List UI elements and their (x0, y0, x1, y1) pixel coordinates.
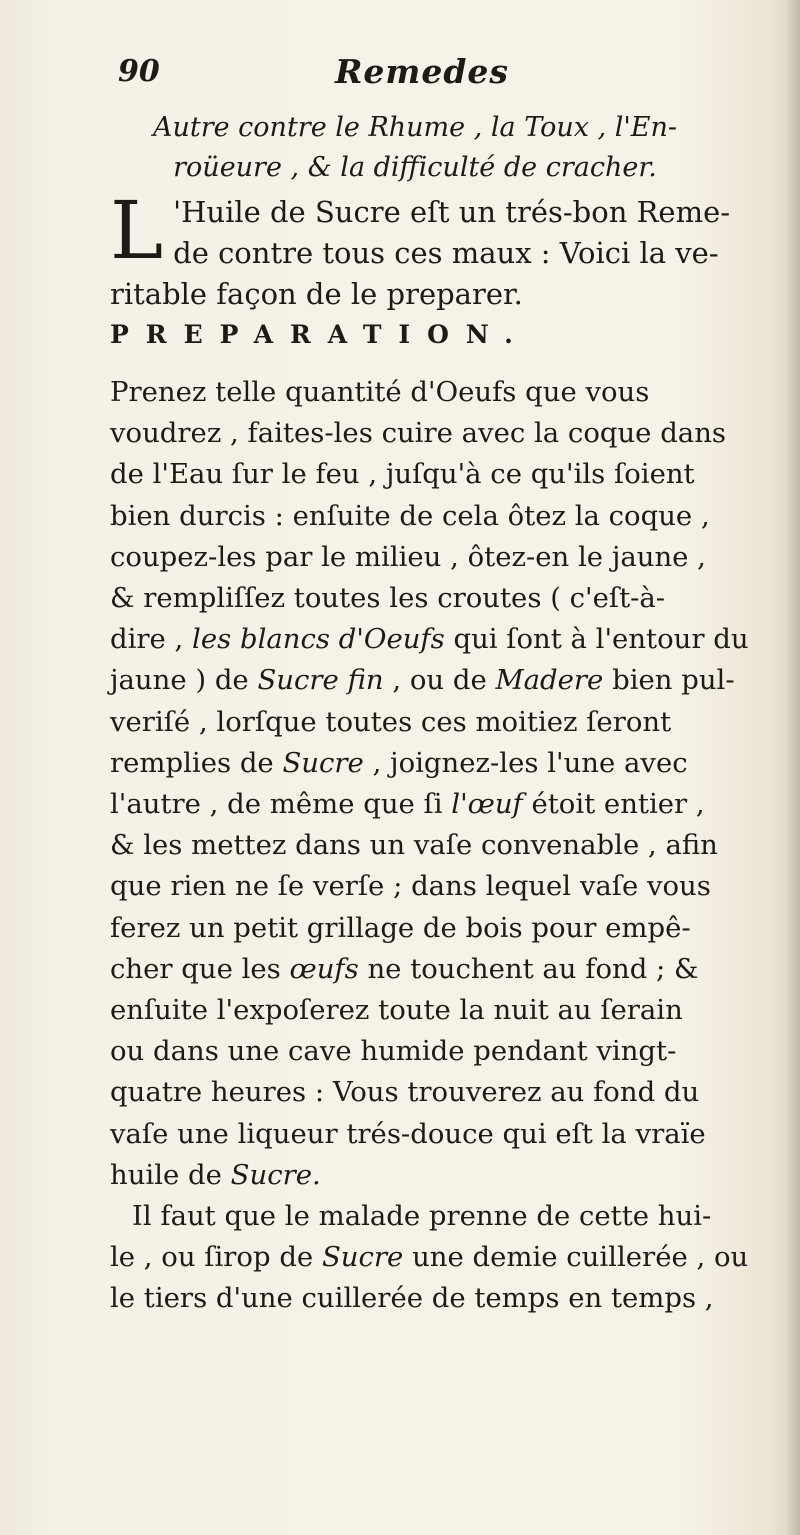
text-line: vaſe une liqueur trés-douce qui eſt la vraïe (110, 1117, 706, 1150)
italic-term: les blancs d'Oeufs (192, 623, 445, 656)
text-line: quatre heures : Vous trouverez au fond du (110, 1076, 700, 1109)
text-run: une demie cuillerée , ou (403, 1241, 749, 1274)
italic-term: Sucre (282, 746, 364, 779)
section-title-line: Autre contre le Rhume , la Toux , l'En- (152, 112, 678, 143)
text-line: voudrez , faites-les cuire avec la coque dans (110, 417, 727, 450)
page-header (110, 48, 710, 98)
text-line: que rien ne ſe verſe ; dans lequel vaſe vous (110, 870, 711, 903)
intro-paragraph (110, 184, 770, 315)
text-line: veriſé , lorſque toutes ces moitiez ſeront (110, 705, 672, 738)
text-run: cher que les (110, 952, 290, 985)
text-line: de l'Eau ſur le feu , juſqu'à ce qu'ils ſoient (110, 458, 695, 491)
text-run: dire , (110, 623, 193, 656)
text-line: coupez-les par le milieu , ôtez-en le jaune , (110, 540, 706, 573)
page-edge-shadow (786, 0, 800, 1535)
text-run: jaune ) de (110, 664, 258, 697)
italic-term: Sucre (321, 1241, 404, 1274)
text-line: enſuite l'expoſerez toute la nuit au ſerain (110, 994, 683, 1027)
section-title-line: roüeure , & la difficulté de cracher. (173, 152, 657, 183)
italic-term: Sucre. (230, 1158, 321, 1191)
text-line: ou dans une cave humide pendant vingt- (110, 1035, 677, 1068)
recipe-body (110, 372, 770, 1320)
text-line: bien durcis : enſuite de cela ôtez la coque , (110, 499, 710, 532)
italic-term: œufs (289, 952, 359, 985)
text-line: & les mettez dans un vaſe convenable , afin (110, 829, 718, 862)
text-run: qui ſont à l'entour du (444, 623, 749, 656)
text-run: , ou de (383, 664, 496, 697)
text-line: Prenez telle quantité d'Oeufs que vous (110, 376, 650, 408)
italic-term: Madere (495, 664, 604, 697)
text-run: remplies de (110, 746, 283, 779)
text-run: étoit entier , (522, 788, 705, 821)
text-line: le tiers d'une cuillerée de temps en temps , (110, 1282, 714, 1315)
text-line (110, 660, 770, 701)
text-run: ne touchent au fond ; & (358, 952, 699, 985)
text-run: l'autre , de même que ſi (110, 788, 452, 821)
text-run: bien pul- (603, 664, 735, 697)
text-line: Il faut que le malade prenne de cette hui- (132, 1200, 712, 1233)
text-line (110, 743, 770, 784)
text-run: , joignez-les l'une avec (363, 746, 688, 779)
italic-term: Sucre fin (257, 664, 384, 697)
text-line: 'Huile de Sucre eſt un trés-bon Reme- (173, 195, 731, 229)
text-line (110, 949, 770, 990)
text-line: ritable façon de le preparer. (110, 277, 523, 311)
preparation-heading: PREPARATION. (110, 320, 530, 349)
text-line (110, 784, 770, 825)
text-line (110, 1155, 770, 1196)
text-run: le , ou ſirop de (110, 1241, 322, 1274)
text-line (110, 619, 770, 660)
text-run: huile de (110, 1158, 231, 1191)
text-line (110, 1237, 770, 1278)
running-head: Remedes (335, 52, 509, 91)
text-line: & rempliſſez toutes les croutes ( c'eſt-à- (110, 582, 666, 615)
page-number: 90 (118, 54, 160, 89)
section-title (110, 108, 720, 188)
text-line: ferez un petit grillage de bois pour empê- (110, 911, 691, 944)
drop-cap: L (110, 184, 164, 277)
text-line: de contre tous ces maux : Voici la ve- (173, 236, 719, 270)
italic-term: l'œuf (451, 788, 523, 821)
